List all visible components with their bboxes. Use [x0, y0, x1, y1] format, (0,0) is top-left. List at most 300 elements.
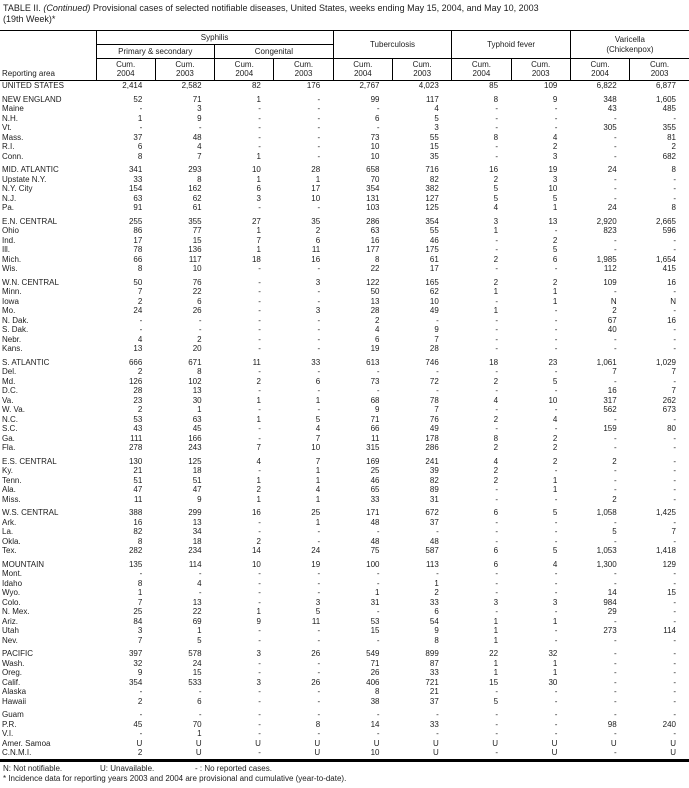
- value-cell: 7: [256, 443, 261, 452]
- value-cell: 6: [552, 254, 558, 264]
- value-cell: 69: [192, 616, 202, 626]
- value-cell: 7: [434, 405, 439, 414]
- column-group-tuberculosis: Tuberculosis: [333, 31, 452, 59]
- value-cell: -: [673, 466, 676, 475]
- reporting-area-cell: Oreg.: [2, 668, 23, 677]
- value-cell: 48: [370, 536, 380, 546]
- value-cell: 596: [662, 226, 676, 235]
- value-cell: 85: [489, 81, 499, 90]
- value-cell: -: [139, 315, 143, 325]
- value-cell: -: [614, 113, 617, 123]
- value-cell: 13: [192, 597, 202, 607]
- table-row: [0, 297, 689, 307]
- value-cell: 2,582: [181, 81, 202, 90]
- value-cell: 33: [429, 719, 439, 729]
- table-row: [0, 114, 689, 124]
- value-cell: -: [258, 433, 261, 443]
- value-cell: -: [495, 334, 499, 344]
- reporting-area-cell: Ohio: [2, 226, 19, 235]
- value-cell: 8: [137, 151, 143, 161]
- table-row: [0, 476, 689, 486]
- table-row: [0, 287, 689, 297]
- value-cell: 46: [429, 235, 439, 245]
- value-cell: 5: [612, 527, 617, 536]
- value-cell: 2: [137, 696, 143, 706]
- value-cell: 9: [197, 113, 202, 123]
- value-cell: -: [673, 668, 676, 677]
- value-cell: 10: [251, 559, 261, 569]
- value-cell: -: [258, 386, 261, 395]
- table-row: [0, 579, 689, 589]
- reporting-area-cell: Kans.: [2, 344, 23, 353]
- value-cell: 234: [188, 546, 202, 555]
- value-cell: 4: [197, 142, 202, 151]
- value-cell: 746: [425, 357, 439, 367]
- value-cell: U: [373, 738, 380, 748]
- value-cell: 28: [133, 386, 143, 395]
- value-cell: -: [376, 607, 380, 616]
- value-cell: -: [376, 123, 380, 132]
- value-cell: 50: [370, 287, 380, 296]
- table-row: [0, 175, 689, 185]
- value-cell: 11: [311, 616, 321, 626]
- value-cell: 21: [133, 466, 143, 475]
- value-cell: -: [673, 485, 676, 494]
- value-cell: 13: [192, 386, 202, 395]
- value-cell: -: [673, 184, 676, 193]
- value-cell: 10: [370, 151, 380, 161]
- value-cell: 66: [133, 254, 143, 264]
- value-cell: -: [258, 658, 261, 668]
- value-cell: -: [258, 344, 261, 353]
- value-cell: 1: [552, 658, 558, 668]
- cum-header-row: [0, 59, 689, 81]
- value-cell: 32: [133, 658, 143, 668]
- table-row: [0, 236, 689, 246]
- value-cell: -: [673, 710, 676, 719]
- value-cell: U: [610, 738, 617, 748]
- value-cell: 899: [425, 649, 439, 658]
- value-cell: 315: [366, 443, 380, 452]
- value-cell: 1,061: [596, 357, 617, 367]
- reporting-area-cell: Ill.: [2, 245, 10, 254]
- value-cell: 4: [552, 559, 558, 569]
- value-cell: -: [317, 113, 321, 123]
- value-cell: 9: [434, 626, 439, 635]
- value-cell: 2: [493, 475, 499, 485]
- value-cell: 354: [128, 677, 143, 687]
- value-cell: 355: [662, 123, 676, 132]
- value-cell: 35: [311, 216, 321, 226]
- value-cell: 1: [552, 668, 558, 677]
- value-cell: 6: [137, 142, 143, 151]
- value-cell: 45: [192, 424, 202, 433]
- value-cell: 4: [434, 104, 439, 113]
- value-cell: -: [495, 729, 499, 738]
- value-cell: 109: [603, 277, 617, 287]
- value-cell: 1: [552, 485, 558, 494]
- value-cell: 2: [493, 466, 499, 475]
- value-cell: 4: [137, 334, 143, 344]
- value-cell: 71: [370, 658, 380, 668]
- value-cell: 1: [552, 287, 558, 296]
- table-row: [0, 81, 689, 91]
- value-cell: -: [673, 245, 676, 254]
- value-cell: 5: [493, 696, 499, 706]
- value-cell: 5: [552, 546, 558, 555]
- value-cell: -: [258, 367, 261, 376]
- table-row: [0, 133, 689, 143]
- value-cell: -: [495, 113, 499, 123]
- value-cell: -: [554, 113, 558, 123]
- value-cell: -: [258, 306, 261, 315]
- value-cell: -: [198, 325, 202, 334]
- value-cell: 31: [429, 494, 439, 504]
- value-cell: 82: [251, 81, 261, 90]
- table-row: [0, 405, 689, 415]
- value-cell: 3: [493, 597, 499, 607]
- value-cell: 5: [434, 113, 439, 123]
- value-cell: -: [376, 527, 380, 536]
- column-subgroup-primary-secondary: Primary & secondary: [96, 45, 215, 59]
- column-header-cum-2003: Cum. 2003: [511, 59, 570, 81]
- table-row: [0, 325, 689, 335]
- value-cell: 485: [662, 104, 676, 113]
- value-cell: 68: [370, 395, 380, 405]
- value-cell: 2: [612, 306, 617, 315]
- value-cell: 47: [133, 485, 143, 494]
- value-cell: 1: [256, 151, 261, 161]
- table-row: [0, 729, 689, 739]
- value-cell: 19: [370, 344, 380, 353]
- value-cell: 18: [192, 536, 202, 546]
- value-cell: 33: [429, 668, 439, 677]
- value-cell: 16: [667, 277, 676, 287]
- reporting-area-cell: Colo.: [2, 597, 21, 607]
- value-cell: 23: [133, 395, 143, 405]
- value-cell: 76: [429, 414, 439, 424]
- reporting-area-cell: N.Y. City: [2, 184, 33, 193]
- value-cell: 1: [197, 729, 202, 738]
- value-cell: 2: [612, 456, 617, 466]
- reporting-area-cell: W. Va.: [2, 405, 25, 414]
- value-cell: 154: [128, 184, 143, 193]
- reporting-area-cell: Del.: [2, 367, 17, 376]
- table-row: [0, 748, 689, 758]
- footnote-incidence: * Incidence data for reporting years 2003 and 2004 are provisional and cumulative (year-to-date).: [3, 773, 347, 783]
- value-cell: 7: [315, 433, 321, 443]
- value-cell: 8: [137, 264, 143, 273]
- reporting-area-cell: S. Dak.: [2, 325, 29, 334]
- value-cell: 21: [429, 687, 439, 696]
- value-cell: 3: [315, 277, 321, 287]
- value-cell: -: [554, 578, 558, 588]
- value-cell: 2: [552, 456, 558, 466]
- value-cell: -: [673, 113, 676, 123]
- value-cell: 37: [429, 696, 439, 706]
- reporting-area-cell: Minn.: [2, 287, 22, 296]
- value-cell: 16: [251, 508, 261, 517]
- value-cell: 51: [133, 475, 143, 485]
- column-header-cum-2003: Cum. 2003: [274, 59, 333, 81]
- table-row: [0, 142, 689, 152]
- value-cell: 2,767: [359, 81, 380, 90]
- value-cell: 33: [429, 597, 439, 607]
- value-cell: 2: [493, 414, 499, 424]
- value-cell: 1: [256, 414, 261, 424]
- value-cell: -: [376, 104, 380, 113]
- value-cell: -: [673, 475, 676, 485]
- value-cell: -: [436, 729, 439, 738]
- value-cell: -: [139, 729, 143, 738]
- value-cell: -: [495, 296, 499, 306]
- value-cell: 6,877: [655, 81, 676, 90]
- value-cell: -: [554, 696, 558, 706]
- column-header-cum-2004: Cum. 2004: [96, 59, 155, 81]
- value-cell: -: [139, 104, 143, 113]
- value-cell: -: [139, 710, 143, 719]
- value-cell: 17: [133, 235, 143, 245]
- table-row: [0, 255, 689, 265]
- value-cell: -: [614, 687, 617, 696]
- value-cell: 5: [315, 414, 321, 424]
- reporting-area-cell: N. Dak.: [2, 315, 29, 325]
- table-row: [0, 485, 689, 495]
- value-cell: 7: [434, 334, 439, 344]
- value-cell: 23: [548, 357, 558, 367]
- value-cell: 1: [315, 174, 321, 184]
- value-cell: -: [673, 433, 676, 443]
- value-cell: -: [317, 334, 321, 344]
- value-cell: 2,414: [122, 81, 143, 90]
- value-cell: 3: [256, 649, 261, 658]
- value-cell: -: [673, 536, 676, 546]
- value-cell: -: [317, 386, 321, 395]
- value-cell: 89: [429, 485, 439, 494]
- value-cell: -: [376, 367, 380, 376]
- value-cell: 15: [429, 142, 439, 151]
- value-cell: 43: [133, 424, 143, 433]
- value-cell: -: [139, 123, 143, 132]
- table-row: [0, 649, 689, 659]
- value-cell: -: [614, 142, 617, 151]
- value-cell: 86: [133, 226, 143, 235]
- value-cell: U: [551, 738, 558, 748]
- value-cell: U: [195, 748, 202, 757]
- table-row: [0, 598, 689, 608]
- table-row: [0, 415, 689, 425]
- value-cell: U: [195, 738, 202, 748]
- value-cell: 162: [188, 184, 202, 193]
- value-cell: 984: [603, 597, 617, 607]
- value-cell: 24: [607, 203, 617, 212]
- value-cell: 2: [256, 485, 261, 494]
- value-cell: 11: [133, 494, 143, 504]
- value-cell: -: [495, 588, 499, 597]
- value-cell: -: [673, 174, 676, 184]
- value-cell: -: [673, 729, 676, 738]
- value-cell: 8: [671, 203, 676, 212]
- value-cell: 282: [128, 546, 143, 555]
- table-row: [0, 194, 689, 204]
- reporting-area-cell: Mo.: [2, 306, 16, 315]
- value-cell: -: [258, 123, 261, 132]
- value-cell: -: [495, 687, 499, 696]
- value-cell: 1: [256, 226, 261, 235]
- value-cell: 87: [429, 658, 439, 668]
- value-cell: 354: [366, 184, 380, 193]
- value-cell: -: [495, 527, 499, 536]
- value-cell: 8: [493, 132, 499, 142]
- value-cell: 562: [603, 405, 617, 414]
- value-cell: 22: [370, 264, 380, 273]
- value-cell: -: [673, 607, 676, 616]
- value-cell: 2,920: [596, 216, 617, 226]
- value-cell: -: [614, 710, 617, 719]
- reporting-area-cell: S.C.: [2, 424, 18, 433]
- value-cell: 98: [607, 719, 617, 729]
- value-cell: 2: [493, 254, 499, 264]
- value-cell: -: [317, 296, 321, 306]
- value-cell: 1: [197, 626, 202, 635]
- value-cell: 26: [192, 306, 202, 315]
- value-cell: 16: [311, 254, 321, 264]
- value-cell: -: [258, 719, 261, 729]
- value-cell: U: [136, 738, 143, 748]
- value-cell: 7: [612, 367, 617, 376]
- value-cell: -: [554, 588, 558, 597]
- table-row: [0, 537, 689, 547]
- value-cell: 415: [662, 264, 676, 273]
- value-cell: -: [495, 367, 499, 376]
- value-cell: -: [495, 607, 499, 616]
- value-cell: -: [495, 142, 499, 151]
- value-cell: 16: [607, 386, 617, 395]
- table-row: [0, 697, 689, 707]
- title-prefix: TABLE II.: [3, 3, 44, 13]
- value-cell: -: [554, 687, 558, 696]
- value-cell: -: [614, 287, 617, 296]
- column-group-typhoid-fever: Typhoid fever: [452, 31, 571, 59]
- value-cell: 278: [128, 443, 143, 452]
- value-cell: 2: [671, 142, 676, 151]
- value-cell: U: [314, 748, 321, 757]
- value-cell: -: [495, 325, 499, 334]
- value-cell: 126: [128, 376, 143, 386]
- value-cell: -: [614, 334, 617, 344]
- value-cell: 48: [370, 517, 380, 527]
- value-cell: 1: [137, 588, 143, 597]
- value-cell: 5: [493, 184, 499, 193]
- reporting-area-cell: S. ATLANTIC: [2, 357, 50, 367]
- value-cell: -: [614, 151, 617, 161]
- value-cell: 243: [188, 443, 202, 452]
- value-cell: 5: [493, 193, 499, 203]
- value-cell: 31: [370, 597, 380, 607]
- value-cell: 165: [425, 277, 439, 287]
- table-row: [0, 508, 689, 518]
- value-cell: 2,665: [655, 216, 676, 226]
- value-cell: 1: [493, 226, 499, 235]
- value-cell: -: [614, 649, 617, 658]
- value-cell: 2: [137, 367, 143, 376]
- value-cell: -: [554, 226, 558, 235]
- value-cell: 682: [662, 151, 676, 161]
- column-subgroup-congenital: Congenital: [215, 45, 334, 59]
- table-row: [0, 184, 689, 194]
- value-cell: -: [495, 517, 499, 527]
- value-cell: -: [376, 386, 380, 395]
- reporting-area-cell: Ark.: [2, 517, 17, 527]
- reporting-area-cell: NEW ENGLAND: [2, 94, 62, 104]
- reporting-area-cell: Alaska: [2, 687, 27, 696]
- value-cell: 1: [552, 475, 558, 485]
- reporting-area-cell: Mont.: [2, 569, 23, 578]
- value-cell: 3: [197, 104, 202, 113]
- value-cell: 175: [425, 245, 439, 254]
- value-cell: -: [436, 367, 439, 376]
- value-cell: 2: [552, 443, 558, 452]
- value-cell: 273: [603, 626, 617, 635]
- value-cell: -: [258, 104, 261, 113]
- value-cell: -: [495, 235, 499, 245]
- value-cell: -: [554, 710, 558, 719]
- value-cell: 27: [251, 216, 261, 226]
- table-row: [0, 152, 689, 162]
- value-cell: 1: [197, 405, 202, 414]
- reporting-area-cell: Pa.: [2, 203, 15, 212]
- value-cell: -: [317, 132, 321, 142]
- column-header-cum-2004: Cum. 2004: [333, 59, 392, 81]
- reporting-area-cell: N. Mex.: [2, 607, 30, 616]
- table-row: [0, 306, 689, 316]
- value-cell: 293: [188, 165, 202, 174]
- value-cell: -: [614, 536, 617, 546]
- value-cell: 10: [192, 264, 202, 273]
- value-cell: 673: [662, 405, 676, 414]
- value-cell: -: [614, 748, 617, 757]
- value-cell: -: [673, 306, 676, 315]
- value-cell: 406: [366, 677, 380, 687]
- reporting-area-cell: Ala.: [2, 485, 16, 494]
- value-cell: 578: [188, 649, 202, 658]
- value-cell: -: [317, 405, 321, 414]
- value-cell: 1: [493, 635, 499, 645]
- table-row: [0, 569, 689, 579]
- value-cell: 1: [256, 395, 261, 405]
- value-cell: 114: [663, 626, 676, 635]
- value-cell: -: [258, 315, 261, 325]
- value-cell: -: [436, 386, 439, 395]
- value-cell: -: [317, 569, 321, 578]
- value-cell: -: [673, 494, 676, 504]
- table-row: [0, 217, 689, 227]
- value-cell: 2: [552, 277, 558, 287]
- value-cell: -: [673, 635, 676, 645]
- value-cell: 45: [133, 719, 143, 729]
- value-cell: 65: [370, 485, 380, 494]
- table-row: [0, 457, 689, 467]
- value-cell: 16: [370, 235, 380, 245]
- value-cell: 6: [434, 607, 439, 616]
- value-cell: U: [670, 738, 676, 748]
- value-cell: 24: [607, 165, 617, 174]
- reporting-area-cell: E.N. CENTRAL: [2, 216, 58, 226]
- value-cell: 6: [375, 113, 380, 123]
- value-cell: 2: [256, 376, 261, 386]
- value-cell: -: [495, 386, 499, 395]
- value-cell: 4: [493, 456, 499, 466]
